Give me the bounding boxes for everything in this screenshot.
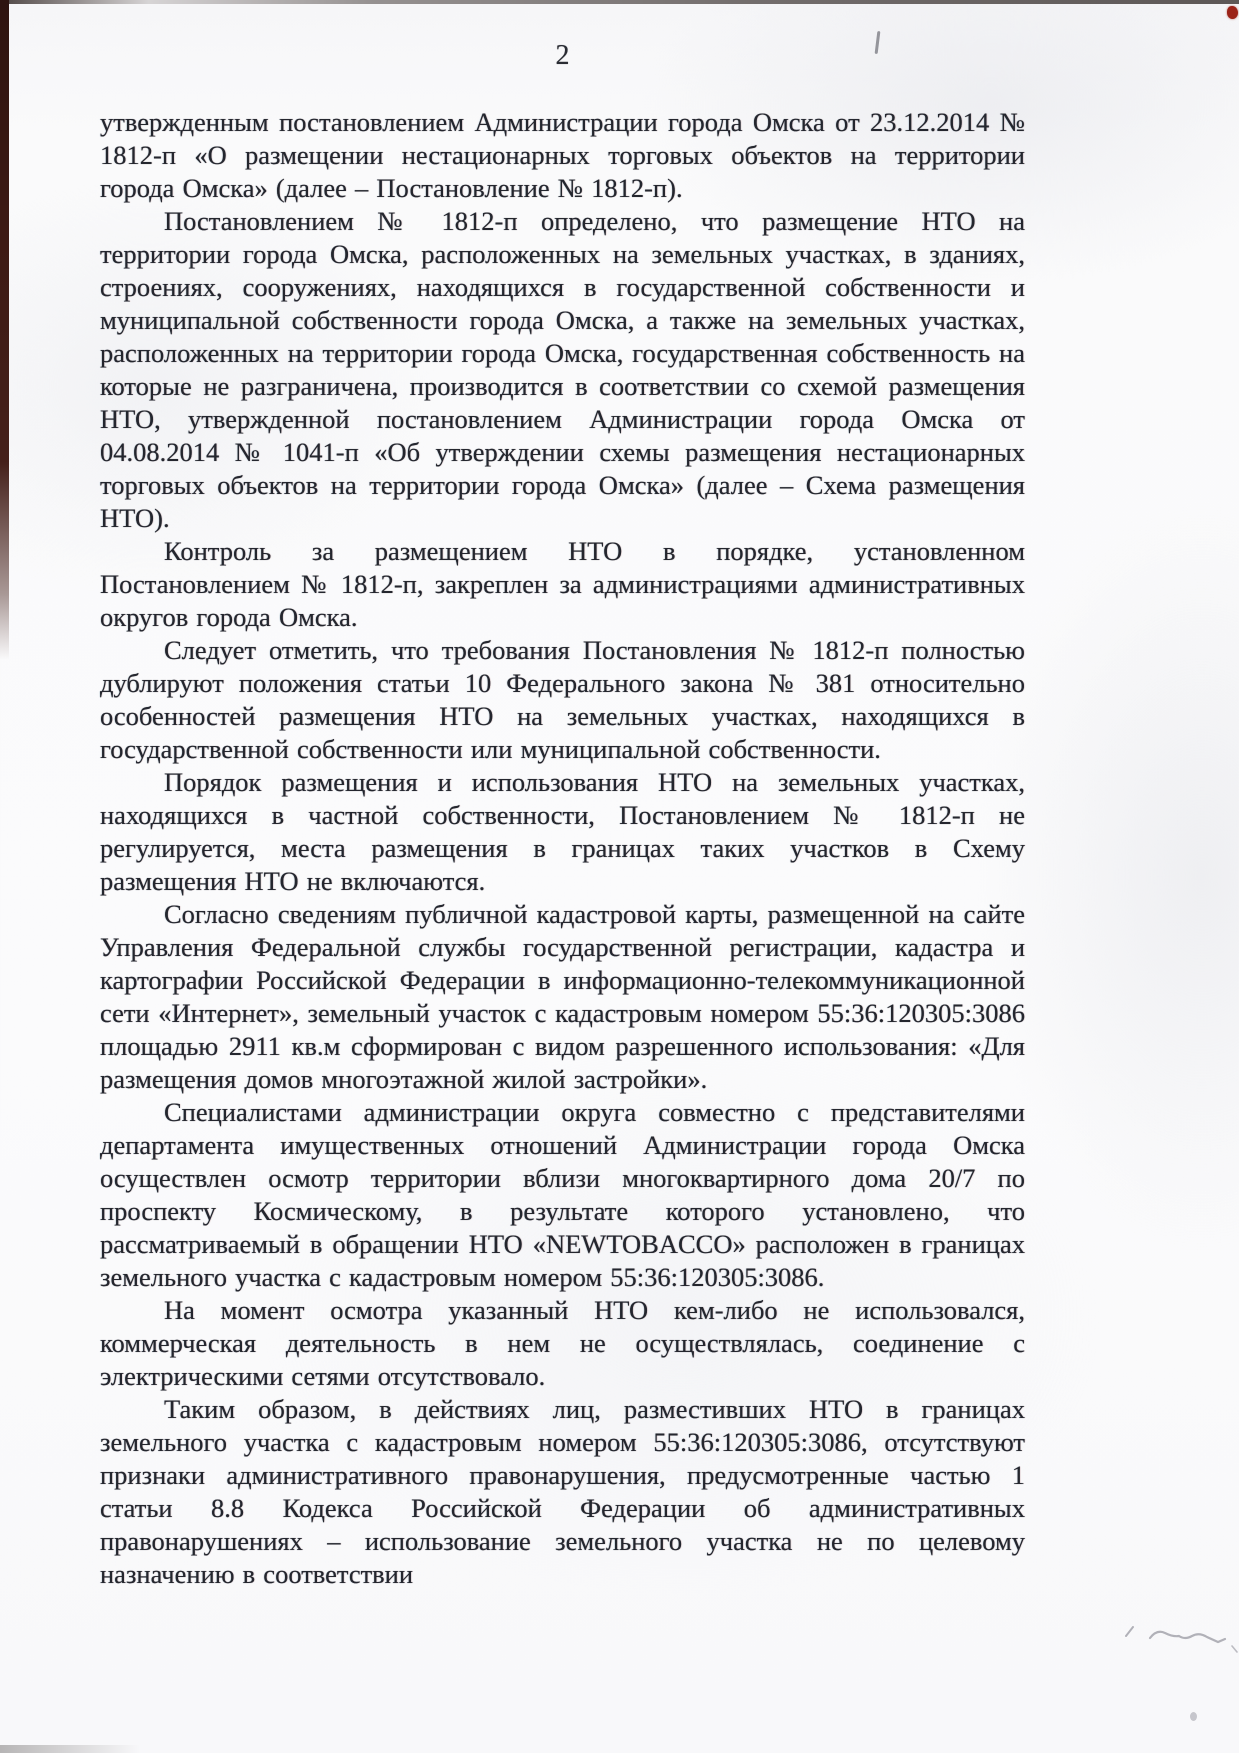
paragraph: Постановлением № 1812-п определено, что размещение НТО на территории города Омска, расположенных на земельных участках, в зданиях, строениях, сооружениях, находящихся в государственной собственности и муниципальной собственности города Омска, а также на земельных участках, расположенных на территории города Омска, государственная собственность на которые не разграничена, производится в соответствии со схемой размещения НТО, утвержденной постановлением Администрации города Омска от 04.08.2014 № 1041-п «Об утверждении схемы размещения нестационарных торговых объектов на территории города Омска» (далее – Схема размещения НТО). (100, 206, 1025, 533)
scan-corner-dot-artifact (1227, 6, 1238, 19)
page-number: 2 (555, 40, 570, 71)
handwritten-squiggle (1112, 1606, 1239, 1666)
paragraph: утвержденным постановлением Администрации города Омска от 23.12.2014 № 1812-п «О размещении нестационарных торговых объектов на территории города Омска» (далее – Постановление № 1812-п). (100, 107, 1025, 203)
scan-dot-mark-artifact (1190, 1712, 1197, 1721)
scan-left-edge-artifact (0, 0, 9, 660)
document-body (100, 106, 1025, 1591)
paragraph: Следует отметить, что требования Постановления № 1812-п полностью дублируют положения статьи 10 Федерального закона № 381 относительно особенностей размещения НТО на земельных участках, находящихся в государственной собственности или муниципальной собственности. (100, 635, 1025, 764)
paragraph: Порядок размещения и использования НТО на земельных участках, находящихся в частной собственности, Постановлением № 1812-п не регулируется, места размещения в границах таких участков в Схему размещения НТО не включаются. (100, 767, 1025, 896)
paragraph: На момент осмотра указанный НТО кем-либо не использовался, коммерческая деятельность в нем не осуществлялась, соединение с электрическими сетями отсутствовало. (100, 1295, 1025, 1391)
paragraph: Специалистами администрации округа совместно с представителями департамента имущественных отношений Администрации города Омска осуществлен осмотр территории вблизи многоквартирного дома 20/7 по проспекту Космическому, в результате которого установлено, что рассматриваемый в обращении НТО «NEWTOBACCO» расположен в границах земельного участка с кадастровым номером 55:36:120305:3086. (100, 1097, 1025, 1292)
paragraph: Таким образом, в действиях лиц, разместивших НТО в границах земельного участка с кадастровым номером 55:36:120305:3086, отсутствуют признаки административного правонарушения, предусмотренные частью 1 статьи 8.8 Кодекса Российской Федерации об административных правонарушениях – использование земельного участка не по целевому назначению в соответствии (100, 1394, 1025, 1589)
paragraph: Согласно сведениям публичной кадастровой карты, размещенной на сайте Управления Федеральной службы государственной регистрации, кадастра и картографии Российской Федерации в информационно-телекоммуникационной сети «Интернет», земельный участок с кадастровым номером 55:36:120305:3086 площадью 2911 кв.м сформирован с видом разрешенного использования: «Для размещения домов многоэтажной жилой застройки». (100, 899, 1025, 1094)
scan-bottom-smudge-artifact (0, 1745, 140, 1753)
paragraph: Контроль за размещением НТО в порядке, установленном Постановлением № 1812-п, закреплен за администрациями административных округов города Омска. (100, 536, 1025, 632)
scan-top-edge-artifact (0, 0, 1239, 4)
